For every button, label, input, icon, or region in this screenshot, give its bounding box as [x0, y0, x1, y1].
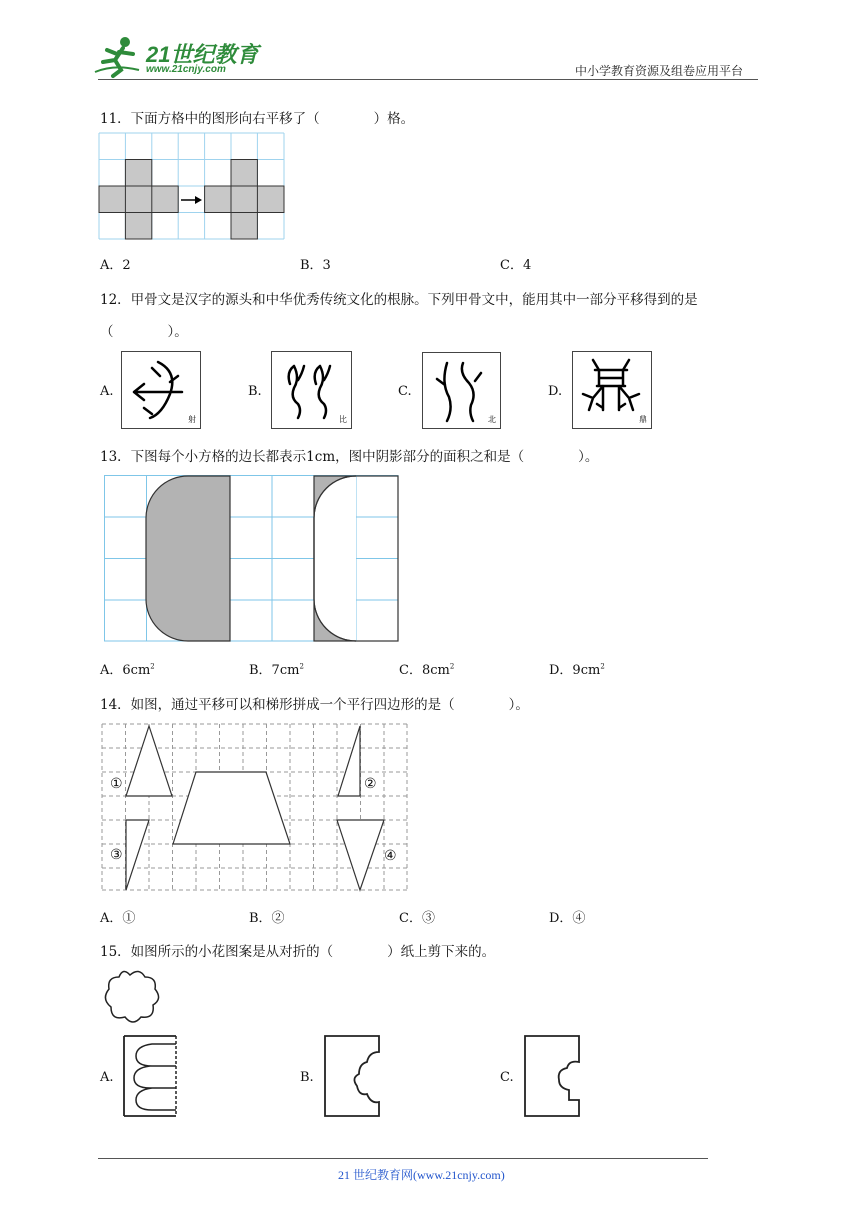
q14-shape-label-4: ④ — [384, 848, 397, 864]
q15-folded-paper-c[interactable] — [523, 1034, 585, 1120]
q14-dashed-grid-figure — [102, 724, 410, 892]
q13-option-d[interactable]: D．$9cm^2$ — [549, 662, 605, 678]
char-label-bei: 北 — [488, 415, 496, 424]
q14-shape-label-2: ② — [364, 776, 377, 792]
q12-char-box-b[interactable] — [271, 351, 352, 429]
q12-char-box-a[interactable] — [121, 351, 201, 429]
char-label-bi: 比 — [339, 415, 347, 424]
q14-option-b[interactable]: B．② — [249, 911, 285, 926]
q15-stem: 15．如图所示的小花图案是从对折的（ ）纸上剪下来的。 — [100, 944, 496, 960]
q13-grid-figure — [104, 475, 400, 643]
q12-char-box-d[interactable] — [572, 351, 652, 429]
q12-option-b[interactable]: B. — [248, 384, 262, 399]
q12-option-d[interactable]: D. — [548, 384, 563, 399]
q11-option-c[interactable]: C．4 — [500, 258, 532, 273]
q14-shape-label-1: ① — [110, 776, 123, 792]
q12-char-box-c[interactable] — [422, 352, 501, 429]
footer-rule — [98, 1158, 708, 1159]
q14-shape-label-3: ③ — [110, 847, 123, 863]
footer-text[interactable]: 21 世纪教育网(www.21cnjy.com) — [338, 1168, 505, 1182]
q11-option-a[interactable]: A．2 — [100, 258, 131, 273]
q12-stem-line1: 12．甲骨文是汉字的源头和中华优秀传统文化的根脉。下列甲骨文中，能用其中一部分平移得到的是 — [100, 292, 698, 308]
q11-option-b[interactable]: B．3 — [300, 258, 331, 273]
q12-option-c[interactable]: C. — [398, 384, 412, 399]
q14-stem: 14．如图，通过平移可以和梯形拼成一个平行四边形的是（ ）。 — [100, 697, 529, 713]
q12-option-a[interactable]: A. — [100, 384, 114, 399]
q13-option-c[interactable]: C．$8cm^2$ — [399, 662, 455, 678]
q14-option-c[interactable]: C．③ — [399, 911, 435, 926]
flower-pattern-icon — [99, 969, 161, 1025]
q13-option-b[interactable]: B．$7cm^2$ — [249, 662, 304, 678]
q15-folded-paper-b[interactable] — [323, 1034, 383, 1120]
logo-url-text: www.21cnjy.com — [146, 64, 226, 75]
q12-stem-line2: （ ）。 — [100, 324, 188, 340]
header-right-text: 中小学教育资源及组卷应用平台 — [575, 64, 744, 78]
char-label-ding: 鼎 — [639, 415, 647, 424]
q15-option-a[interactable]: A. — [100, 1070, 114, 1085]
q14-option-a[interactable]: A．① — [100, 911, 136, 926]
q15-option-c[interactable]: C. — [500, 1070, 514, 1085]
char-label-she: 射 — [188, 415, 196, 424]
runner-logo-icon — [95, 36, 145, 76]
q15-option-b[interactable]: B. — [300, 1070, 314, 1085]
q11-stem: 11．下面方格中的图形向右平移了（ ）格。 — [100, 111, 415, 127]
q14-option-d[interactable]: D．④ — [549, 911, 586, 926]
q13-stem: 13．下图每个小方格的边长都表示1cm，图中阴影部分的面积之和是（ ）。 — [100, 449, 599, 465]
q15-folded-paper-a[interactable] — [122, 1034, 182, 1120]
logo-main-text: 21世纪教育 — [146, 42, 259, 67]
q13-option-a[interactable]: A．$6cm^2$ — [100, 662, 155, 678]
header — [0, 0, 860, 80]
q11-grid-figure — [99, 133, 285, 241]
header-rule — [98, 79, 758, 80]
